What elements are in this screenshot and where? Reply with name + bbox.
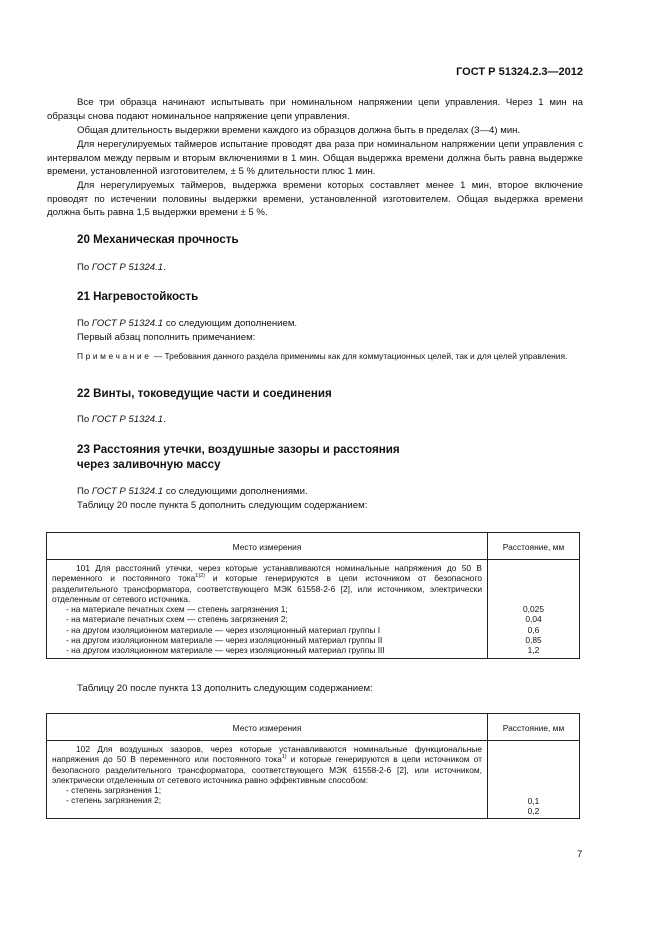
table-row-label: - на материале печатных схем — степень загрязнения 1; <box>66 604 288 615</box>
table-row-label: - на материале печатных схем — степень загрязнения 2; <box>66 614 288 625</box>
table-row-label: - на другом изоляционном материале — через изоляционный материал группы II <box>66 635 383 646</box>
section-21-title: 21 Нагревостойкость <box>77 290 199 303</box>
table-row-label: - на другом изоляционном материале — через изоляционный материал группы III <box>66 645 385 656</box>
document-header: ГОСТ Р 51324.2.3—2012 <box>456 66 583 78</box>
section-23-instruction-1: Таблицу 20 после пункта 5 дополнить следующим содержанием: <box>77 500 368 511</box>
item-101-text: 101 Для расстояний утечки, через которые устанавливаются номинальные напряжения до 50 В переменного и постоянного тока$^{1)2)}$ и которые генерируются в цепи источником от безопасного разделительного трансформатора, соответствующего МЭК 61558-2-6 [2], или источником, электрически отделенным от сетевого источника. <box>52 563 482 604</box>
table-body-description <box>47 560 488 659</box>
intro-paragraph-2: Общая длительность выдержки времени каждого из образцов должна быть в пределах (3—4) мин. <box>77 125 521 136</box>
note-text: — Требования данного раздела применимы как для коммутационных целей, так и для целей управления. <box>151 351 568 361</box>
table-row-label: - степень загрязнения 1; <box>66 785 162 796</box>
section-22-title: 22 Винты, токоведущие части и соединения <box>77 387 332 400</box>
standard-ref: ГОСТ Р 51324.1 <box>91 318 164 329</box>
table-row-value: 0,6 <box>527 624 540 635</box>
table-row-value: 0,1 <box>527 795 540 806</box>
section-22-reference: По ГОСТ Р 51324.1. <box>77 414 166 425</box>
table-header-location: Место измерения <box>47 714 488 741</box>
section-23-instruction-2: Таблицу 20 после пункта 13 дополнить следующим содержанием: <box>77 683 373 694</box>
table-header-distance: Расстояние, мм <box>488 714 580 741</box>
section-21-note <box>47 350 583 362</box>
section-23-title: 23 Расстояния утечки, воздушные зазоры и расстояния через заливочную массу <box>77 443 400 471</box>
table-row-label: - степень загрязнения 2; <box>66 795 162 806</box>
standard-ref: ГОСТ Р 51324.1 <box>91 486 164 497</box>
standard-ref: ГОСТ Р 51324.1 <box>91 262 164 273</box>
item-102-text: 102 Для воздушных зазоров, через которые устанавливаются номинальные функциональные напряжения до 50 В переменного или постоянного тока$^{1)}$ и которые генерируются в цепи источником от безопасного разделительного трансформатора, соответствующего МЭК 61558-2-6 [2], или источником, электрически отделенным от сетевого источника равно эффективным способом: <box>52 744 482 785</box>
section-21-reference: По ГОСТ Р 51324.1 со следующим дополнением. <box>77 318 298 329</box>
table-row-label: - на другом изоляционном материале — через изоляционный материал группы I <box>66 624 381 635</box>
table-row-value: 0,025 <box>523 604 544 615</box>
table-body-values <box>488 741 580 819</box>
page-number: 7 <box>577 849 583 860</box>
intro-paragraph-1: Все три образца начинают испытывать при номинальном напряжении цепи управления. Через 1 мин на образцы снова подают номинальное напряжение цепи управления. <box>47 97 583 122</box>
table-body-description <box>47 741 488 819</box>
table-20-addition-1 <box>46 532 580 659</box>
section-20-reference: По ГОСТ Р 51324.1. <box>77 262 166 273</box>
intro-paragraph-3: Для нерегулируемых таймеров испытание проводят два раза при номинальном напряжении цепи управления с интервалом между первым и вторым включениями в 1 мин. Общая выдержка времени должна быть равна выдержке времени, установленной изготовителем, ± 5 % длительности плюс 1 мин. <box>47 139 583 178</box>
standard-ref: ГОСТ Р 51324.1 <box>91 414 164 425</box>
table-row-value: 0,2 <box>527 805 540 816</box>
table-header-location: Место измерения <box>47 533 488 560</box>
table-row-value: 1,2 <box>527 645 540 656</box>
intro-paragraph-4: Для нерегулируемых таймеров, выдержка времени которых составляет менее 1 мин, второе включение проводят по истечении половины выдержки времени, установленной изготовителем. Общая выдержка времени должна быть равна 1,5 выдержки времени ± 5 %. <box>47 180 583 219</box>
section-23-reference: По ГОСТ Р 51324.1 со следующими дополнениями. <box>77 486 308 497</box>
table-row-value: 0,85 <box>525 635 542 646</box>
table-20-addition-2 <box>46 713 580 819</box>
table-row-value: 0,04 <box>525 614 542 625</box>
table-body-values <box>488 560 580 659</box>
section-20-title: 20 Механическая прочность <box>77 233 239 246</box>
note-label: Примечание <box>77 351 152 361</box>
table-header-distance: Расстояние, мм <box>488 533 580 560</box>
section-21-instruction: Первый абзац пополнить примечанием: <box>77 332 256 343</box>
